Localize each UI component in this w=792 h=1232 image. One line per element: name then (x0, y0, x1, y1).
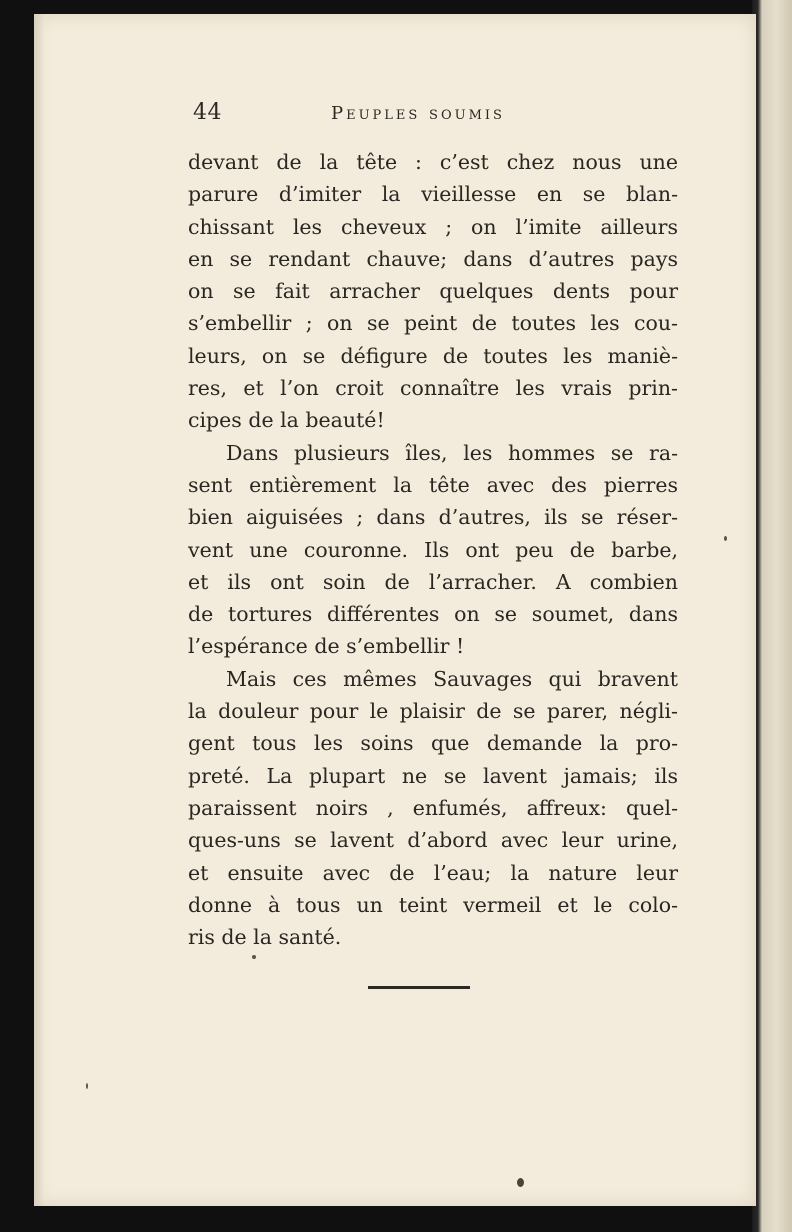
text-line: ques-uns se lavent d’abord avec leur urine, (188, 828, 678, 853)
paper-speck (724, 536, 727, 541)
text-line: en se rendant chauve; dans d’autres pays (188, 246, 678, 271)
page-header (193, 100, 545, 132)
text-line: l’espérance de s’embellir ! (188, 634, 465, 659)
text-line: bien aiguisées ; dans d’autres, ils se réser- (188, 505, 678, 530)
text-line: Mais ces mêmes Sauvages qui bravent (226, 666, 678, 691)
text-line: gent tous les soins que demande la pro- (188, 731, 678, 756)
text-line: et ensuite avec de l’eau; la nature leur (188, 860, 678, 885)
page-left-edge (34, 14, 44, 1206)
text-line: s’embellir ; on se peint de toutes les cou- (188, 311, 678, 336)
text-line: ris de la santé. (188, 925, 342, 950)
text-line: vent une couronne. Ils ont peu de barbe, (188, 537, 678, 562)
text-line: cipes de la beauté! (188, 408, 385, 433)
text-line: et ils ont soin de l’arracher. A combien (188, 569, 678, 594)
text-line: Dans plusieurs îles, les hommes se ra- (226, 440, 678, 465)
text-line: sent entièrement la tête avec des pierres (188, 472, 678, 497)
text-line: de tortures différentes on se soumet, dans (188, 602, 678, 627)
text-line: donne à tous un teint vermeil et le colo- (188, 892, 678, 917)
text-line: devant de la tête : c’est chez nous une (188, 150, 678, 174)
paper-speck (252, 955, 256, 959)
book-spine-shadow (752, 0, 792, 1232)
text-line: parure d’imiter la vieillesse en se blan- (188, 182, 678, 207)
paper-speck (86, 1083, 88, 1089)
text-line: paraissent noirs , enfumés, affreux: quel- (188, 795, 678, 820)
running-title: Peuples soumis (331, 103, 505, 124)
text-line: res, et l’on croit connaître les vrais prin- (188, 376, 678, 401)
page-number: 44 (193, 100, 222, 125)
text-line: chissant les cheveux ; on l’imite ailleurs (188, 214, 678, 239)
body-text (188, 146, 678, 953)
text-line: preté. La plupart ne se lavent jamais; ils (188, 763, 678, 788)
text-line: on se fait arracher quelques dents pour (188, 279, 678, 304)
text-line: leurs, on se défigure de toutes les maniè- (188, 343, 678, 368)
paper-speck (517, 1178, 524, 1187)
text-line: la douleur pour le plaisir de se parer, négli- (188, 699, 678, 724)
end-of-section-rule (368, 986, 470, 989)
